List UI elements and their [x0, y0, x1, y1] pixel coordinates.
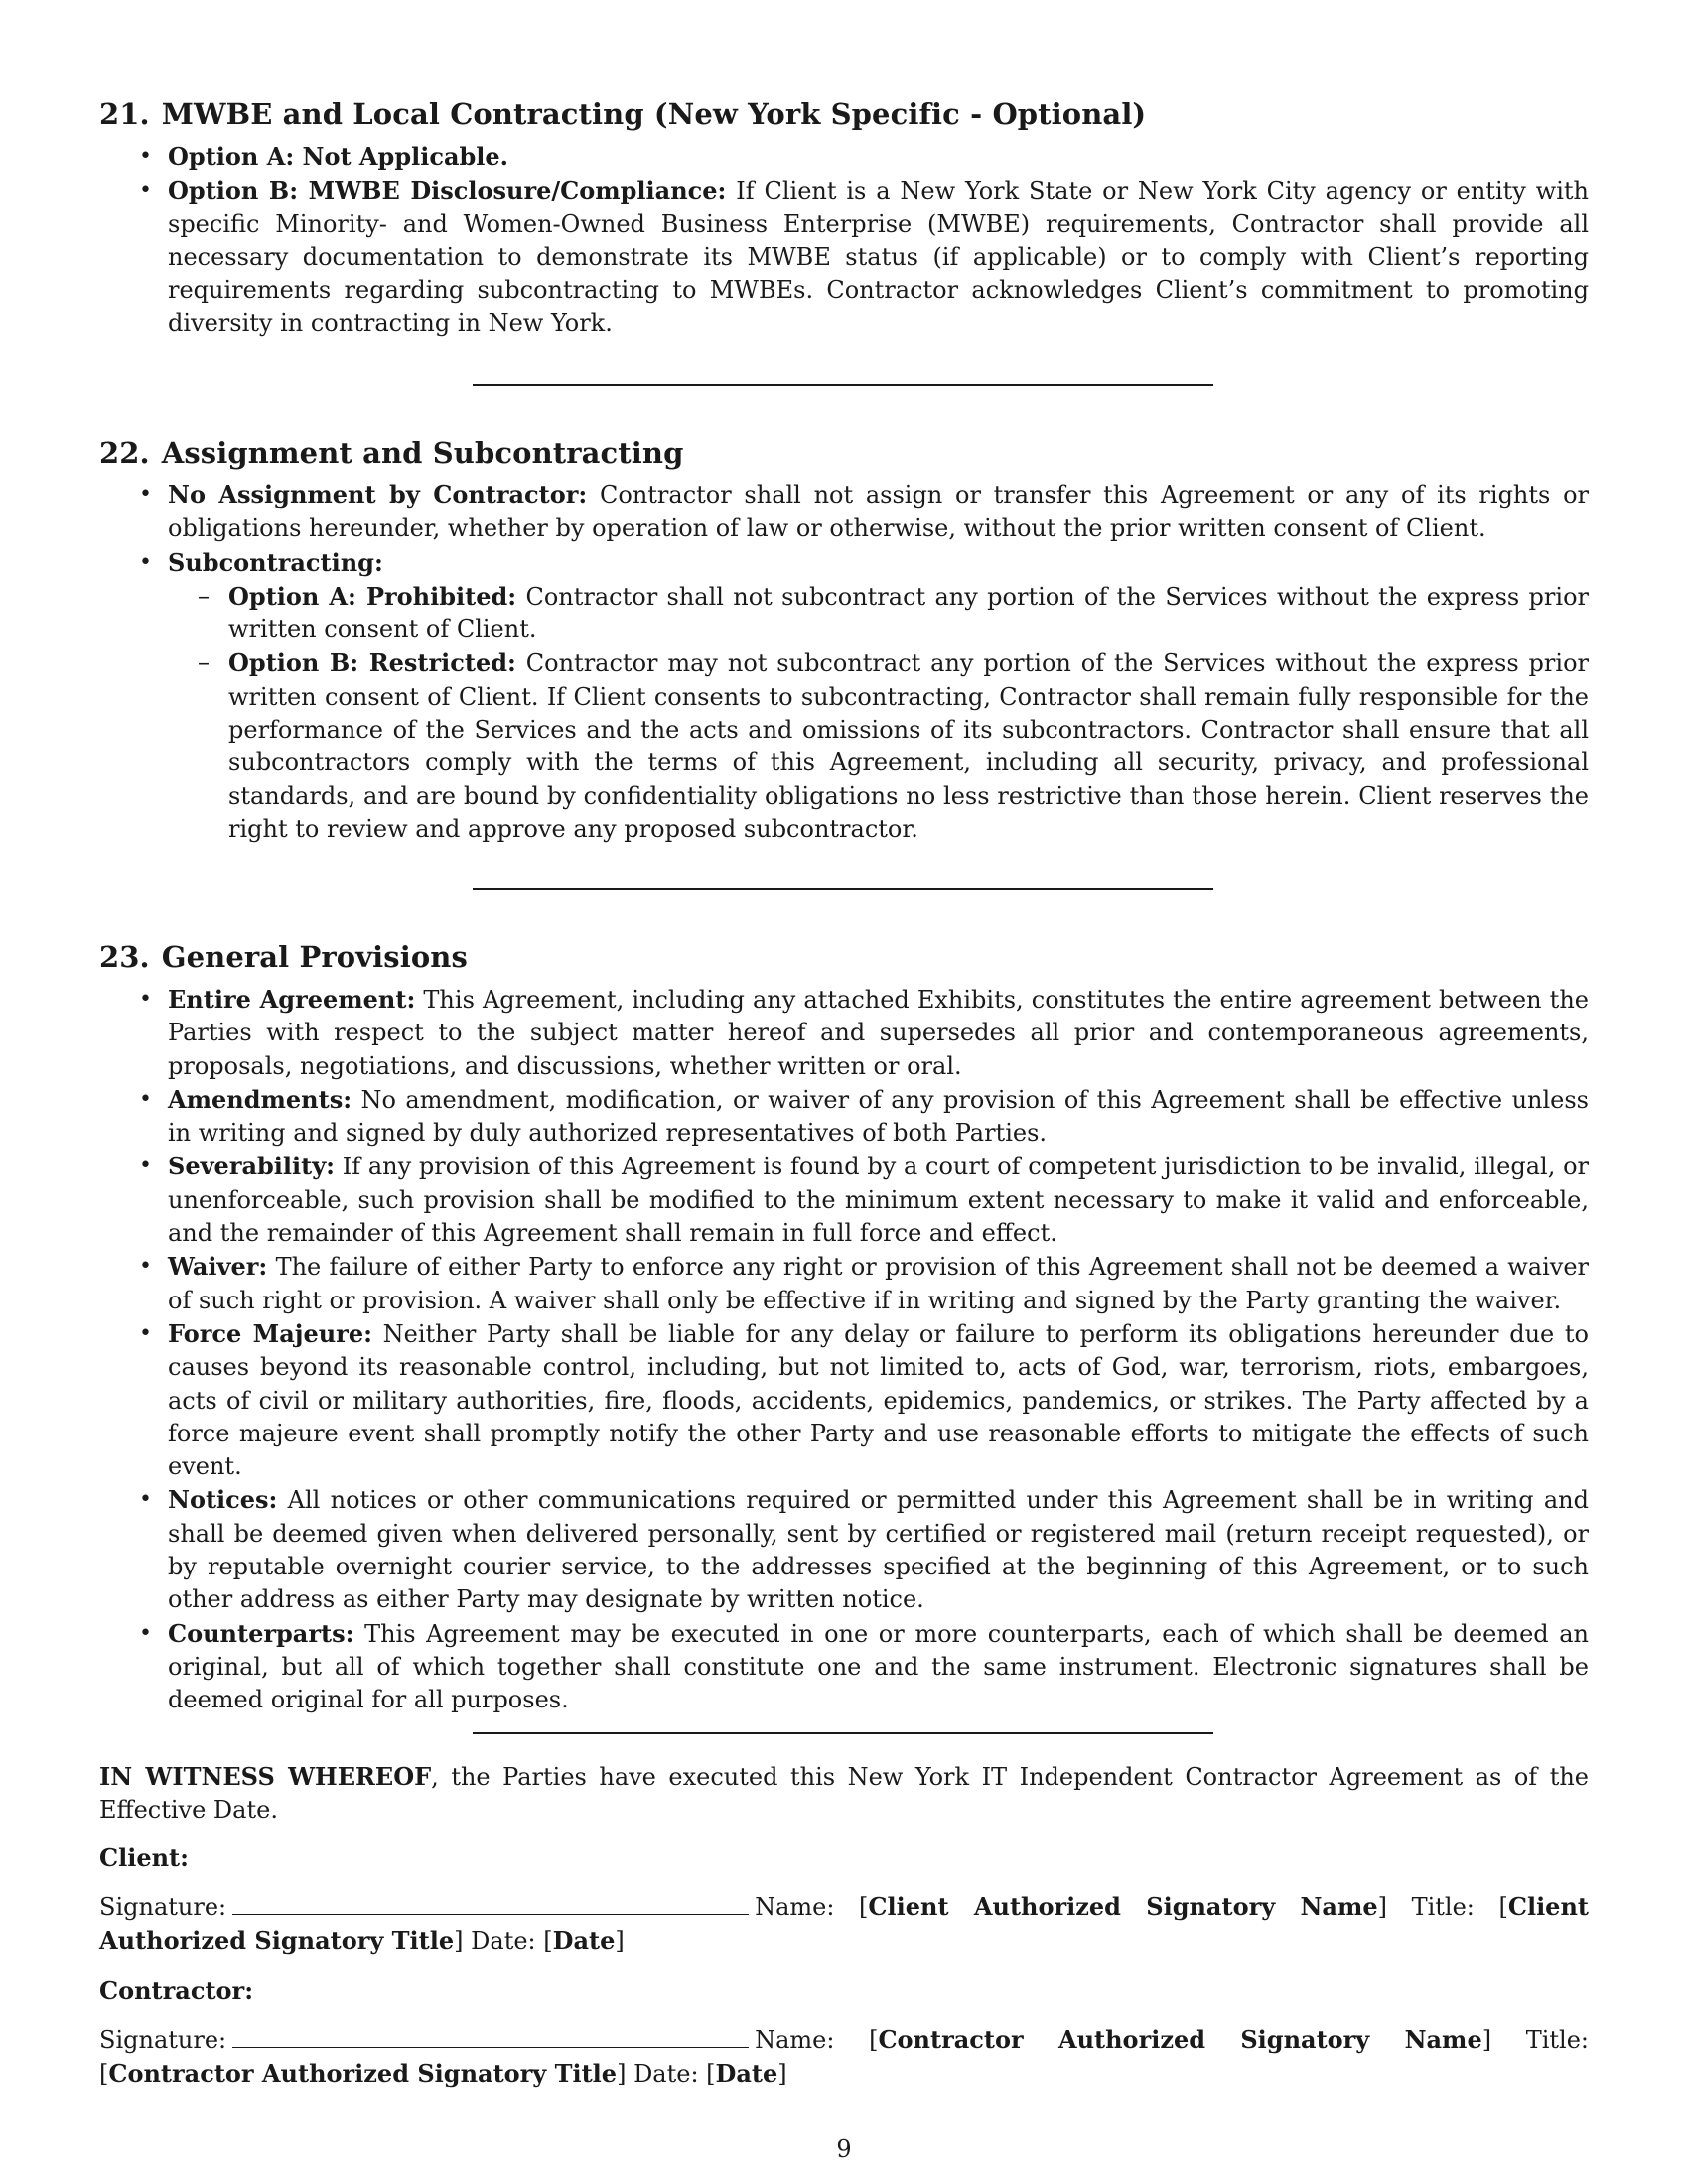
contractor-date-placeholder: Date	[715, 2059, 778, 2089]
contractor-heading: Contractor:	[99, 1977, 254, 2005]
bullet-icon: •	[139, 1320, 152, 1346]
clause-list	[99, 140, 1589, 341]
client-signature-block	[99, 1842, 1589, 1959]
contractor-signature-line: Signature: Name: [Contractor Authorized Signatory Name] Title: [Contractor Authorized Signatory Title] Date: [Date]	[99, 2025, 1589, 2089]
clause-text: The failure of either Party to enforce any right or provision of this Agreement shall not be deemed a waiver of such right or provision. A waiver shall only be effective if in writing and signed by the Party granting the waiver.	[168, 1253, 1589, 1314]
client-signature-line: Signature: Name: [Client Authorized Signatory Name] Title: [Client Authorized Signatory Title] Date: [Date]	[99, 1892, 1589, 1956]
list-item	[99, 478, 1589, 546]
section-22	[99, 435, 1589, 846]
bullet-icon: •	[139, 1086, 152, 1112]
contractor-signature-block	[99, 1975, 1589, 2092]
clause-text: This Agreement may be executed in one or more counterparts, each of which shall be deemed an original, but all of which together shall constitute one and the same instrument. Electronic signatures shall be deemed original for all purposes.	[168, 1619, 1589, 1714]
clause-label: Severability:	[168, 1152, 336, 1181]
bullet-icon: •	[139, 178, 152, 204]
contractor-signature-field[interactable]	[232, 2025, 749, 2048]
clause-label: Waiver:	[168, 1252, 268, 1282]
bullet-icon: •	[139, 1620, 152, 1646]
section-heading: 22. Assignment and Subcontracting	[99, 436, 684, 470]
list-item	[99, 1083, 1589, 1151]
section-23	[99, 939, 1589, 1717]
section-divider	[473, 888, 1213, 890]
clause-label: Force Majeure:	[168, 1318, 372, 1348]
sub-list-item	[99, 646, 1589, 846]
list-item	[99, 1483, 1589, 1616]
clause-label: Option A: Prohibited:	[228, 581, 517, 611]
clause-label: Notices:	[168, 1485, 278, 1515]
client-date-placeholder: Date	[552, 1926, 616, 1956]
clause-label: Option B: Restricted:	[228, 648, 516, 678]
section-heading: 21. MWBE and Local Contracting (New York Specific - Optional)	[99, 97, 1147, 131]
list-item	[99, 983, 1589, 1083]
list-item	[99, 1250, 1589, 1317]
list-item	[99, 140, 1589, 174]
section-heading: 23. General Provisions	[99, 940, 468, 974]
bullet-icon: •	[139, 482, 152, 507]
bullet-icon: •	[139, 1487, 152, 1513]
contractor-name-placeholder: Contractor Authorized Signatory Name	[878, 2025, 1482, 2054]
client-title-placeholder: Client Authorized Signatory Title	[99, 1892, 1589, 1956]
clause-label: Entire Agreement:	[168, 985, 416, 1014]
list-item	[99, 1317, 1589, 1483]
bullet-icon: •	[139, 549, 152, 575]
clause-label: Amendments:	[168, 1084, 352, 1114]
contractor-title-placeholder: Contractor Authorized Signatory Title	[108, 2059, 618, 2089]
dash-icon: –	[198, 648, 210, 677]
clause-text: Neither Party shall be liable for any delay or failure to perform its obligations hereunder due to causes beyond its reasonable control, including, but not limited to, acts of God, war, terrorism, riots, embargoes, acts of civil or military authorities, fire, floods, accidents, epidemics, pandemics, or strikes. The Party affected by a force majeure event shall promptly notify the other Party and use reasonable efforts to mitigate the effects of such event.	[168, 1319, 1589, 1481]
client-name-placeholder: Client Authorized Signatory Name	[868, 1892, 1378, 1921]
list-item	[99, 174, 1589, 340]
clause-text: Contractor shall not subcontract any portion of the Services without the express prior written consent of Client.	[228, 582, 1589, 644]
section-divider	[473, 1732, 1213, 1734]
clause-text: If any provision of this Agreement is found by a court of competent jurisdiction to be invalid, illegal, or unenforceable, such provision shall be modified to the minimum extent necessary to make it valid and enforceable, and the remainder of this Agreement shall remain in full force and effect.	[168, 1153, 1589, 1248]
page-number: 9	[836, 2135, 852, 2163]
bullet-icon: •	[139, 987, 152, 1012]
list-item	[99, 546, 1589, 580]
clause-text: No amendment, modification, or waiver of any provision of this Agreement shall be effective unless in writing and signed by duly authorized representatives of both Parties.	[168, 1085, 1589, 1148]
section-divider	[473, 384, 1213, 386]
clause-text: If Client is a New York State or New York City agency or entity with specific Minority- and Women-Owned Business Enterprise (MWBE) requirements, Contractor shall provide all necessary documentation to demonstrate its MWBE status (if applicable) or to comply with Client’s reporting requirements regarding subcontracting to MWBEs. Contractor acknowledges Client’s commitment to promoting diversity in contracting in New York.	[168, 177, 1589, 338]
section-21	[99, 96, 1589, 341]
clause-label: Counterparts:	[168, 1618, 354, 1648]
list-item	[99, 1617, 1589, 1717]
witness-block	[99, 1760, 1589, 1828]
clause-label: Option A: Not Applicable.	[168, 142, 509, 171]
document-page	[99, 0, 1589, 2184]
clause-text: Contractor shall not assign or transfer this Agreement or any of its rights or obligations hereunder, whether by operation of law or otherwise, without the prior written consent of Client.	[168, 481, 1589, 543]
clause-text: This Agreement, including any attached Exhibits, constitutes the entire agreement between the Parties with respect to the subject matter hereof and supersedes all prior and contemporaneous agreements, proposals, negotiations, and discussions, whether written or oral.	[168, 986, 1589, 1080]
client-signature-field[interactable]	[232, 1892, 749, 1915]
bullet-icon: •	[139, 144, 152, 169]
sub-clause-list	[99, 580, 1589, 846]
bullet-icon: •	[139, 1254, 152, 1280]
sub-list-item	[99, 580, 1589, 647]
dash-icon: –	[198, 581, 210, 610]
list-item	[99, 1150, 1589, 1250]
client-heading: Client:	[99, 1843, 189, 1872]
bullet-icon: •	[139, 1154, 152, 1179]
witness-statement: IN WITNESS WHEREOF, the Parties have executed this New York IT Independent Contractor Agreement as of the Effective Date.	[99, 1762, 1589, 1825]
clause-text: Contractor may not subcontract any portion of the Services without the express prior written consent of Client. If Client consents to subcontracting, Contractor shall remain fully responsible for the performance of the Services and the acts and omissions of its subcontractors. Contractor shall ensure that all subcontractors comply with the terms of this Agreement, including all security, privacy, and professional standards, and are bound by confidentiality obligations no less restrictive than those herein. Client reserves the right to review and approve any proposed subcontractor.	[228, 649, 1589, 843]
clause-label: Subcontracting:	[168, 547, 383, 577]
clause-list	[99, 478, 1589, 580]
clause-list	[99, 983, 1589, 1717]
clause-label: No Assignment by Contractor:	[168, 480, 588, 509]
clause-text: All notices or other communications required or permitted under this Agreement shall be in writing and shall be deemed given when delivered personally, sent by certified or registered mail (return receipt requested), or by reputable overnight courier service, to the addresses specified at the beginning of this Agreement, or to such other address as either Party may designate by written notice.	[168, 1486, 1589, 1614]
clause-label: Option B: MWBE Disclosure/Compliance:	[168, 176, 727, 205]
